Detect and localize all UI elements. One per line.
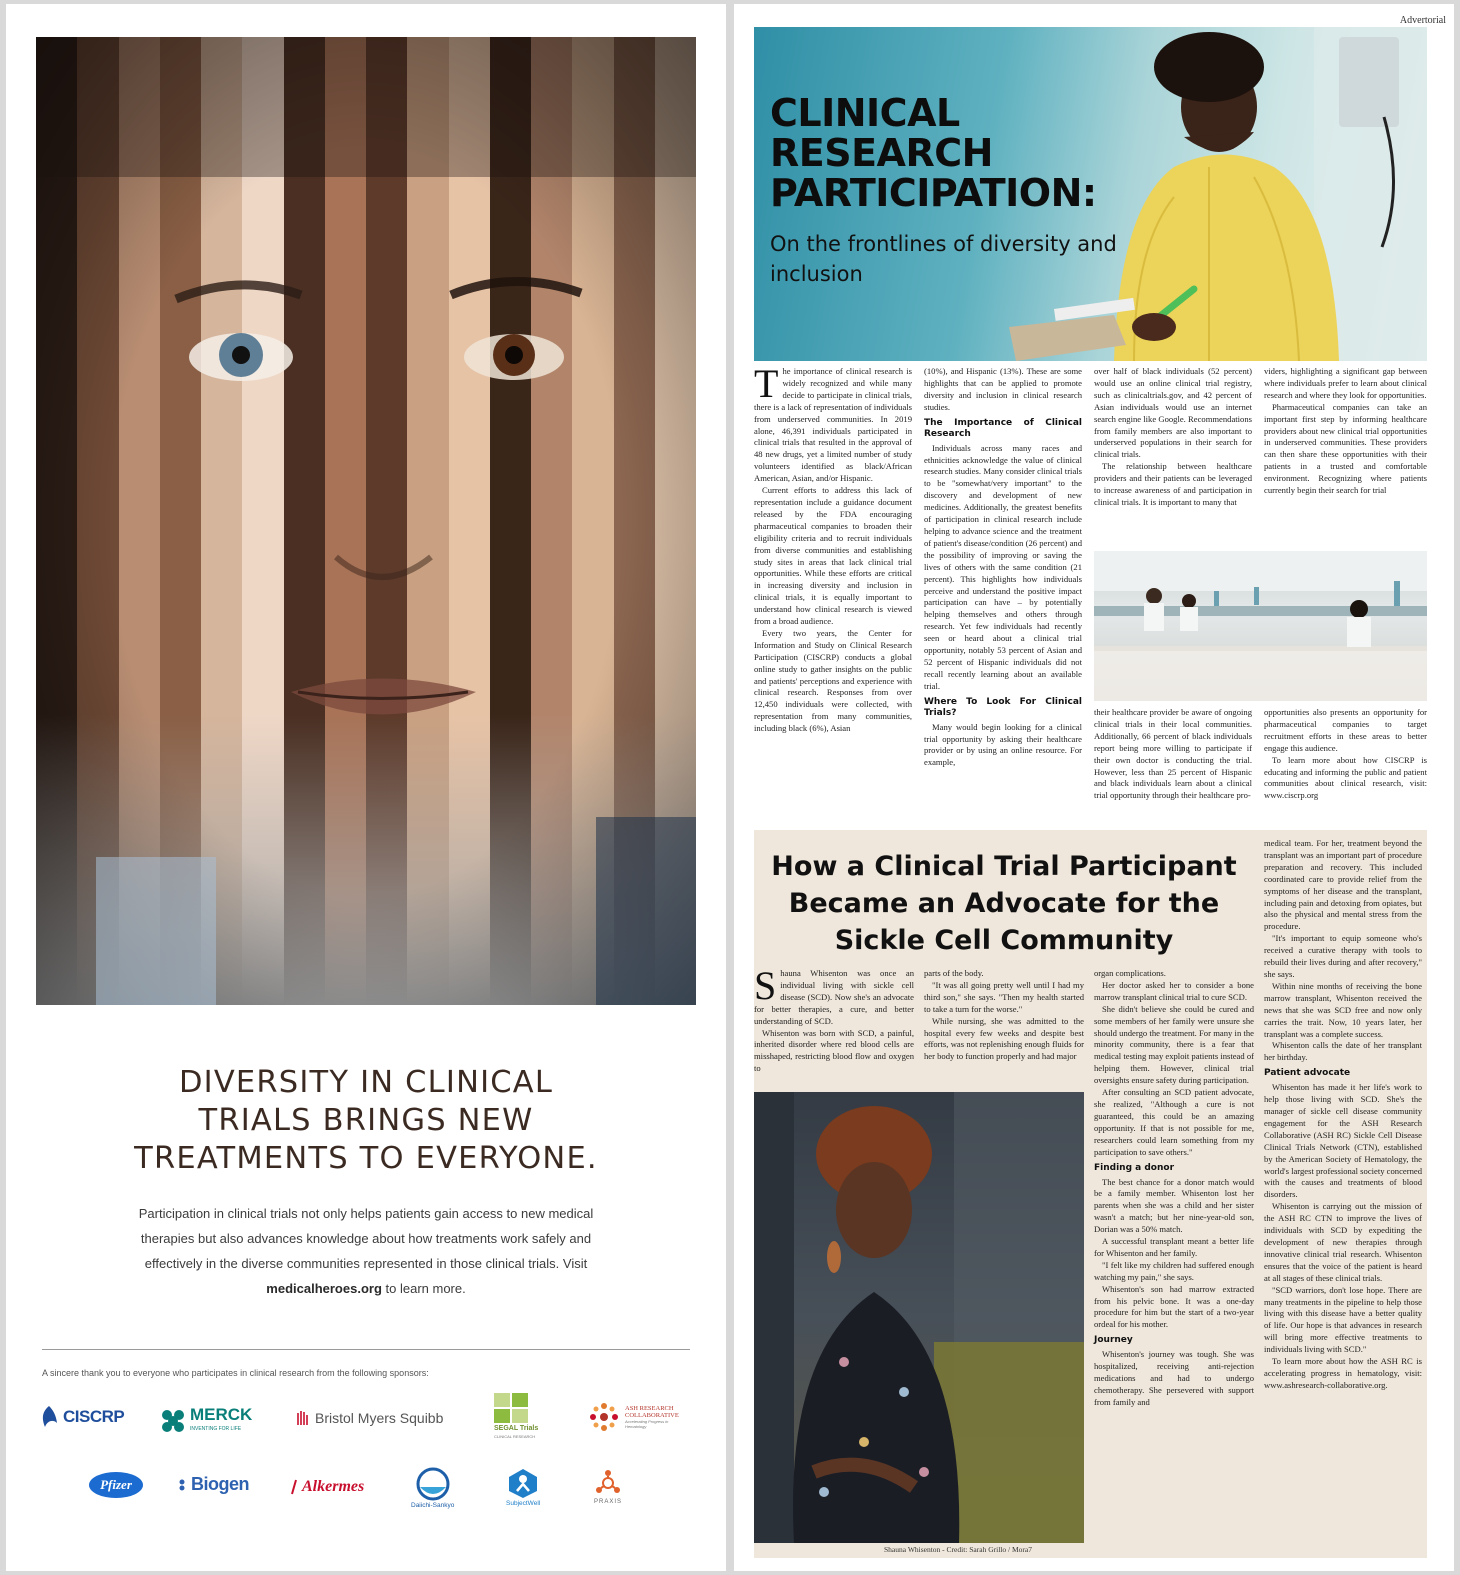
story-paragraph: "I felt like my children had suffered enough watching my pain," she says. — [1094, 1259, 1254, 1282]
story-paragraph: hauna Whisenton was once an individual living with sickle cell disease (SCD). Now she's an advocate for better therapies, a cure, and better understanding of SCD. — [754, 968, 914, 1026]
sponsor-tagline: INVENTING FOR LIFE — [190, 1426, 242, 1432]
diverse-faces-photo — [36, 37, 696, 1005]
face-stripe — [36, 37, 77, 1005]
divider — [42, 1349, 690, 1350]
story-paragraph: Whisenton was born with SCD, a painful, inherited disorder where red blood cells are misshaped, restricting blood flow and oxygen to — [754, 1027, 914, 1074]
story-paragraph: She didn't believe she could be cured and some members of her family were unsure she should undergo the treatment. For many in the minority community, there is a fear that medical testing may exploit patients instead of helping them. However, clinical trial oversights ensure safety during participation. — [1094, 1003, 1254, 1086]
section-heading: Where To Look For Clinical Trials? — [924, 696, 1082, 718]
article-paragraph: (10%), and Hispanic (13%). These are some highlights that can be applied to promote diversity and inclusion in clinical research studies. — [924, 366, 1082, 412]
article-paragraph: viders, highlighting a significant gap between where individuals prefer to learn about clinical research and where they look for opportunities. — [1264, 366, 1427, 400]
bms-logo-icon — [296, 1409, 310, 1427]
sponsor-name: ASH RESEARCH COLLABORATIVE — [625, 1405, 679, 1419]
story-paragraph: "It's important to equip someone who's received a curative therapy with tools to rebuild their lives during and after recovery," she says. — [1264, 933, 1422, 979]
drop-cap: T — [754, 361, 779, 406]
biogen-logo — [178, 1474, 249, 1495]
story-section — [754, 830, 1427, 1558]
face-stripe — [242, 37, 283, 1005]
story-paragraph: "It was all going pretty well until I had my third son," she says. "Then my health started to take a turn for the worse." — [924, 979, 1084, 1014]
daiichi-logo-icon — [416, 1467, 450, 1501]
advertorial-tag: Advertorial — [1399, 15, 1446, 26]
face-stripe — [119, 37, 160, 1005]
face-stripe — [284, 37, 325, 1005]
article-column-3-cont — [1094, 707, 1252, 802]
ad-body-end: to learn more. — [385, 1281, 466, 1296]
ash-logo-icon — [588, 1401, 620, 1433]
hero-subtitle: On the frontlines of diversity and inclusion — [770, 232, 1117, 286]
medicalheroes-link[interactable]: medicalheroes.org — [266, 1281, 382, 1296]
section-heading: Journey — [1094, 1335, 1133, 1346]
shauna-whisenton-photo — [754, 1092, 1084, 1543]
story-paragraph: After consulting an SCD patient advocate, she realized, "Although a cure is not guaranteed, this could be an amazing opportunity. If that is not possible for me, researchers could learn something from my participation to save others." — [1094, 1087, 1254, 1157]
portrait-illustration-icon — [754, 1092, 1084, 1543]
article-paragraph: Current efforts to address this lack of representation include a guidance document released by the FDA encouraging pharmaceutical companies to broaden their eligibility criteria and to recruit individuals from diverse communities and establishing study sites in areas that lack clinical trial opportunities. While these efforts are critical in increasing diversity and inclusion in clinical trials, it is equally important to understand how clinical research is viewed from a broad audience. — [754, 485, 912, 627]
face-stripe — [614, 37, 655, 1005]
alkermes-logo — [291, 1478, 364, 1496]
story-paragraph: Her doctor asked her to consider a bone marrow transplant clinical trial to cure SCD. — [1094, 979, 1254, 1002]
story-paragraph: Whisenton's journey was tough. She was hospitalized, receiving anti-rejection medications and had to undergo chemotherapy. She persevered with support from family and — [1094, 1349, 1254, 1407]
story-title-line: Sickle Cell Community — [834, 925, 1174, 956]
subjectwell-logo — [506, 1467, 540, 1507]
face-stripe — [572, 37, 613, 1005]
pfizer-logo-icon — [88, 1470, 144, 1500]
story-paragraph: organ complications. — [1094, 968, 1166, 978]
face-stripe — [366, 37, 407, 1005]
sponsor-name: SubjectWell — [506, 1500, 541, 1507]
article-paragraph: Pharmaceutical companies can take an important first step by informing healthcare providers about new clinical trial opportunities in underserved communities. These providers can then share these opportunities with their patients in a trusted and comfortable environment. Recognizing where patients currently begin their search for trial — [1264, 401, 1427, 496]
story-paragraph: Within nine months of receiving the bone marrow transplant, Whisenton received the news that she was SCD free and now only carries the trait. Now, 10 years later, her transplant was a complete success. — [1264, 980, 1422, 1039]
svg-text:Pfizer: Pfizer — [100, 1477, 132, 1492]
face-stripe — [407, 37, 448, 1005]
merck-logo-icon — [161, 1409, 185, 1433]
story-paragraph: "SCD warriors, don't lose hope. There are many treatments in the pipeline to help those living with this disease have a better quality of life. Our hope is that advances in research will bring more effective treatments to individuals living with SCD." — [1264, 1284, 1422, 1355]
story-paragraph: Whisenton has made it her life's work to help those living with SCD. She's the manager of sickle cell disease community engagement for the ASH Research Collaborative (ASH RC) Sickle Cell Disease Clinical Trials Network (CTN), established by the American Society of Hematology, the world's largest professional society concerned with the causes and treatments of blood disorders. — [1264, 1082, 1422, 1200]
bms-logo — [296, 1409, 443, 1427]
sponsor-name: CISCRP — [63, 1407, 125, 1426]
face-stripe — [325, 37, 366, 1005]
story-title-line: Became an Advocate for the — [788, 888, 1220, 919]
story-title-line: How a Clinical Trial Participant — [771, 851, 1237, 882]
laboratory-photo — [1094, 551, 1427, 701]
sponsor-name: MERCK — [190, 1405, 253, 1424]
ciscrp-logo — [40, 1405, 124, 1429]
sponsor-tagline: Accelerating Progress in Hematology — [625, 1419, 669, 1429]
pfizer-logo — [88, 1470, 144, 1500]
ciscrp-logo-icon — [40, 1405, 58, 1429]
story-paragraph: The best chance for a donor match would be a family member. Whisenton lost her parents when she was a child and her sister wasn't a match; but her nine-year-old son, Dorian was a 50% match. — [1094, 1176, 1254, 1235]
story-paragraph: parts of the body. — [924, 968, 984, 978]
article-paragraph: Many would begin looking for a clinical trial opportunity by asking their healthcare provider or by using an online resource. For example, — [924, 721, 1082, 768]
article-paragraph: their healthcare provider be aware of ongoing clinical trials in their local communities. Additionally, 66 percent of black individuals report being more willing to participate if their own doctor is conducting the trial. However, less than 25 percent of Hispanic and black individuals learn about a clinical trial opportunity through their healthcare pro- — [1094, 707, 1252, 801]
article-column-3 — [1094, 366, 1252, 509]
story-paragraph: Whisenton is carrying out the mission of the ASH RC CTN to improve the lives of individuals with SCD by expediting the development of new therapies through innovative clinical trial research. Whisenton ensures that the voice of the patient is heard at all stages of these clinical trials. — [1264, 1201, 1422, 1283]
sponsor-name: Alkermes — [302, 1478, 365, 1495]
sponsor-name: Bristol Myers Squibb — [315, 1410, 444, 1426]
face-stripe — [490, 37, 531, 1005]
subjectwell-logo-icon — [507, 1467, 539, 1499]
ad-body-copy: Participation in clinical trials not only helps patients gain access to new medical therapies but also advances knowledge about how treatments work safely and effectively in the diverse communities represented in those clinical trials. Visit — [138, 1206, 594, 1271]
biogen-logo-icon — [178, 1479, 186, 1491]
article-paragraph: To learn more about how CISCRP is educating and informing the public and patient communities about clinical research, visit: www.ciscrp.org — [1264, 754, 1427, 801]
segal-logo-icon — [494, 1393, 528, 1423]
sponsor-name: PRAXIS — [594, 1499, 623, 1505]
sponsor-name: Daiichi-Sankyo — [411, 1502, 455, 1509]
face-stripe — [201, 37, 242, 1005]
story-paragraph: medical team. For her, treatment beyond the transplant was an important part of procedure preparation and recovery. This included coordinated care to provide relief from the symptoms of her disease and the transplant, including pain and detoxing from opiates, but also the physical and mental stress from the procedure. — [1264, 838, 1422, 932]
article-paragraph: he importance of clinical research is widely recognized and while many decide to participate in clinical trials, there is a lack of representation of individuals from underserved communities. In 2019 alone, 46,391 individuals participated in clinical trials that resulted in the approval of 48 new drugs, yet a limited number of study volunteers identified as black/African American, Asian, and/or Hispanic. — [754, 366, 912, 484]
lab-scene-icon — [1094, 551, 1427, 701]
section-heading: Patient advocate — [1264, 1068, 1351, 1079]
story-paragraph: Whisenton's son had marrow extracted from his pelvic bone. It was a one-day procedure for him but the start of a two-year ordeal for his mother. — [1094, 1283, 1254, 1330]
ad-page — [6, 4, 726, 1571]
alkermes-logo-icon — [291, 1479, 297, 1495]
hero-title — [770, 93, 1097, 213]
section-heading: The Importance of Clinical Research — [924, 417, 1082, 439]
face-stripe — [655, 37, 696, 1005]
ad-body-text — [126, 1201, 606, 1301]
story-title — [754, 848, 1254, 959]
headline-line: TREATMENTS TO EVERYONE. — [134, 1141, 598, 1176]
article-paragraph: opportunities also presents an opportunity for pharmaceutical companies to target recruitment efforts in these areas to better engage this audience. — [1264, 707, 1427, 753]
article-column-1 — [754, 361, 912, 735]
praxis-logo-icon — [594, 1469, 622, 1497]
headline-line: TRIALS BRINGS NEW — [198, 1103, 534, 1138]
daiichi-logo — [411, 1467, 454, 1509]
sponsor-thanks: A sincere thank you to everyone who participates in clinical research from the following sponsors: — [42, 1368, 429, 1378]
story-paragraph: Whisenton calls the date of her transplant her birthday. — [1264, 1040, 1422, 1063]
hero-title-line: CLINICAL — [770, 91, 960, 135]
ash-logo — [588, 1401, 689, 1433]
sponsor-name: Biogen — [191, 1474, 249, 1494]
hero-title-line: PARTICIPATION: — [770, 171, 1097, 215]
story-paragraph: A successful transplant meant a better life for Whisenton and her family. — [1094, 1236, 1254, 1258]
story-column-3 — [1094, 968, 1254, 1409]
article-paragraph: The relationship between healthcare providers and their patients can be leveraged to increase awareness of and participation in clinical trials. It is important to many that — [1094, 461, 1252, 507]
section-heading: Finding a donor — [1094, 1162, 1175, 1173]
face-stripe — [77, 37, 118, 1005]
face-stripe — [160, 37, 201, 1005]
article-paragraph: over half of black individuals (52 percent) would use an online clinical trial registry, such as clinicaltrials.gov, and 42 percent of Asian individuals would use an internet search engine like Google. Recommendations from family members are also important to underserved populations in their search for clinical trials. — [1094, 366, 1252, 460]
ad-headline — [46, 1064, 686, 1178]
story-paragraph: To learn more about how the ASH RC is accelerating progress in hematology, visit: www.ashresearch-collaborative.org. — [1264, 1356, 1422, 1390]
sponsor-name: SEGAL Trials — [494, 1425, 539, 1432]
segal-logo — [494, 1393, 538, 1439]
story-column-2 — [924, 968, 1084, 1063]
drop-cap: S — [754, 963, 777, 1008]
article-column-4 — [1264, 366, 1427, 497]
praxis-logo — [594, 1469, 622, 1505]
article-column-4-cont — [1264, 707, 1427, 802]
article-paragraph: Every two years, the Center for Information and Study on Clinical Research Participation (CISCRP) conducts a global online study to gather insights on the public and patients' perceptions and experience with clinical research. Responses from over 12,450 individuals were collected, with representation from many communities, including black (6%), Asian — [754, 627, 912, 734]
story-paragraph: While nursing, she was admitted to the hospital every few weeks and despite best efforts, was not replenishing enough fluids for her body to function properly and had major — [924, 1015, 1084, 1062]
article-column-2 — [924, 366, 1082, 769]
photo-caption: Shauna Whisenton - Credit: Sarah Grillo / Mora7 — [884, 1545, 1032, 1554]
sponsor-tagline: CLINICAL RESEARCH — [494, 1434, 536, 1439]
merck-logo — [161, 1406, 252, 1435]
hero-title-line: RESEARCH — [770, 131, 993, 175]
headline-line: DIVERSITY IN CLINICAL — [178, 1065, 554, 1100]
story-column-4 — [1264, 838, 1422, 1392]
face-stripe — [531, 37, 572, 1005]
face-stripe — [449, 37, 490, 1005]
article-paragraph: Individuals across many races and ethnicities acknowledge the value of clinical research studies. Many consider clinical trials to be "somewhat/very important" to the discovery and development of new medicines. Additionally, the greatest benefits of participation in clinical research include helping to advance science and the treatment of patient's disease/condition (26 percent) and the possibility of improving or saving the lives of others with the same condition (21 percent). This highlights how individuals perceive and understand the positive impact participation can have – by potentially helping themselves and others through research. Yet few individuals had recently seen or heard about a clinical trial opportunity, notably 53 percent of Asian and 52 percent of Hispanic individuals did not recall recently learning about an available trial. — [924, 442, 1082, 691]
hero-image — [754, 27, 1427, 361]
advertorial-page — [734, 4, 1454, 1571]
story-column-1 — [754, 963, 914, 1075]
